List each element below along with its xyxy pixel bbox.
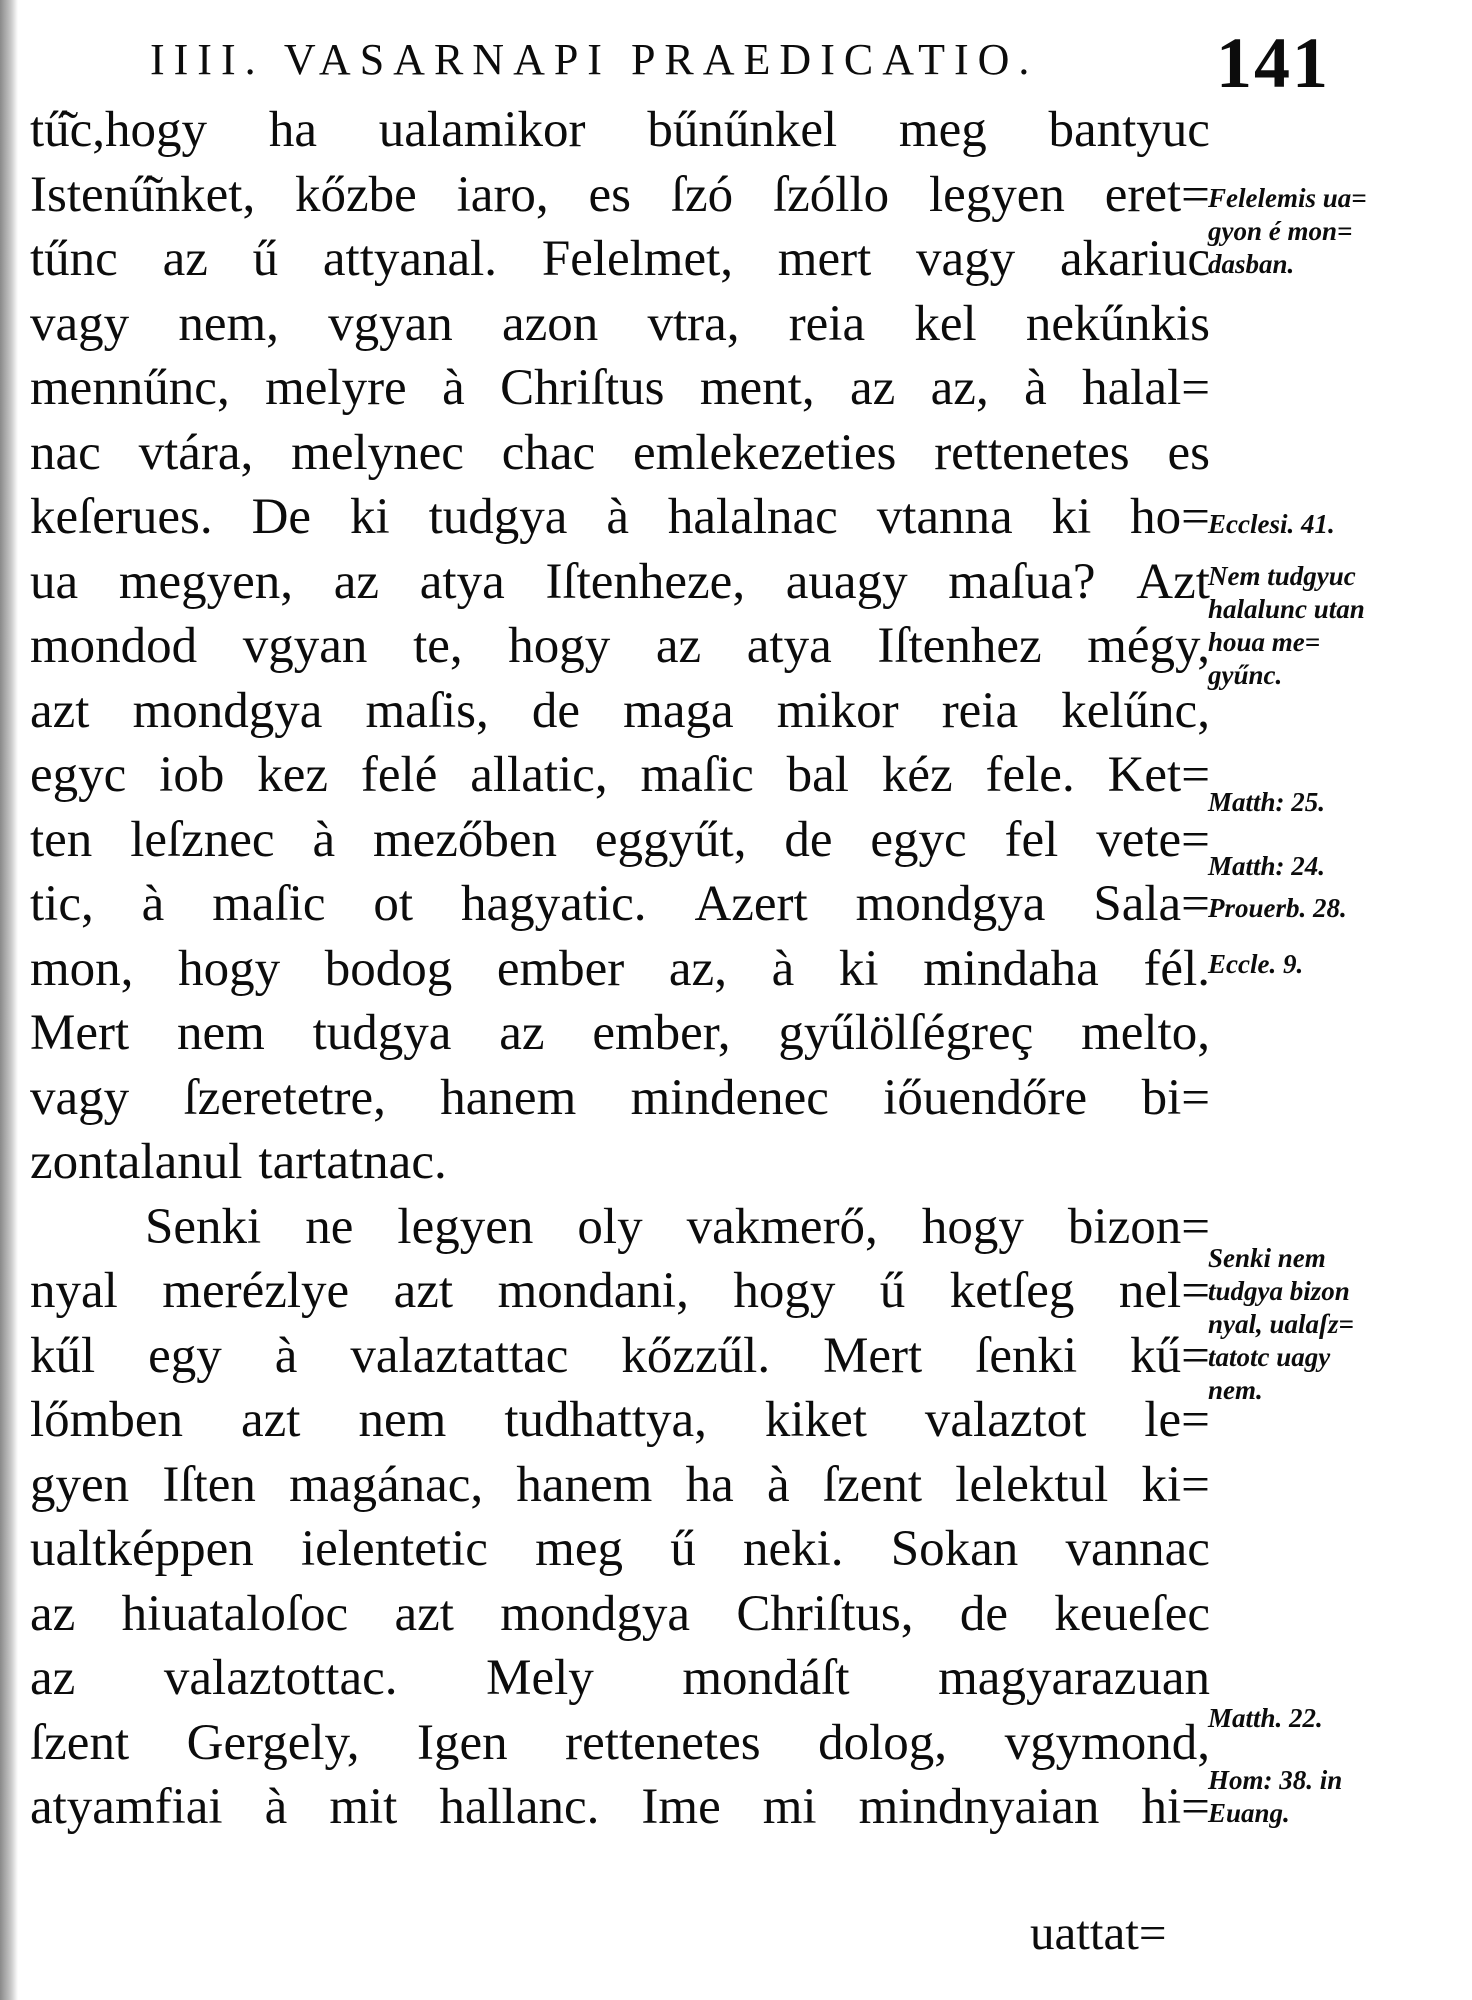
word: dolog, — [818, 1714, 948, 1771]
word: mondgya — [500, 1585, 691, 1642]
word: vagy — [30, 295, 130, 352]
scan-edge-shadow — [0, 0, 18, 2000]
word: merézlye — [162, 1263, 350, 1319]
text-line — [30, 1646, 1210, 1711]
word: halalnac — [667, 489, 838, 545]
word: egy — [148, 1327, 222, 1384]
word: ment, — [699, 360, 815, 416]
word: bűnűnkel — [647, 102, 838, 158]
word: akariuc — [1059, 231, 1210, 287]
word: Felelmet, — [541, 231, 734, 287]
word: de — [784, 811, 833, 868]
word: iaro, — [456, 166, 549, 223]
margin-note-line: Nem tudgyuc — [1208, 561, 1356, 591]
word: atyamfiai — [30, 1779, 223, 1835]
word: valaztottac. — [163, 1650, 398, 1706]
margin-note — [1208, 850, 1325, 883]
main-text-block — [30, 98, 1210, 1840]
word: Gergely, — [186, 1714, 360, 1771]
margin-note-line: nem. — [1208, 1375, 1263, 1405]
catchword: uattat= — [1030, 1905, 1167, 1960]
running-head: IIII. VASARNAPI PRAEDICATIO. — [150, 35, 1039, 84]
word: à — [264, 1779, 288, 1835]
margin-note-line: houa me= — [1208, 627, 1321, 657]
word: mert — [777, 231, 872, 287]
word: es — [588, 166, 631, 223]
word: rettenetes — [934, 424, 1130, 481]
text-line — [30, 1324, 1210, 1389]
word: emlekezeties — [633, 424, 897, 481]
word: hanem — [440, 1069, 577, 1126]
word: Azt — [1136, 553, 1210, 610]
margin-note-line: Ecclesi. 41. — [1208, 509, 1335, 539]
word: kiket — [764, 1392, 867, 1448]
word: à — [312, 811, 336, 868]
word: az — [162, 231, 208, 287]
word: ſenki — [975, 1327, 1078, 1384]
word: egyc — [30, 747, 127, 803]
margin-note — [1208, 892, 1347, 925]
word: kelűnc, — [1061, 682, 1210, 739]
margin-note-line: gyon é mon= — [1208, 216, 1353, 246]
word: hallanc. — [439, 1779, 600, 1835]
word: maſic — [212, 876, 326, 932]
word: vakmerő, — [686, 1198, 878, 1255]
word: mondgya — [855, 876, 1046, 932]
word: azt — [394, 1585, 454, 1642]
page-header — [150, 22, 1330, 102]
word: mégy, — [1087, 618, 1210, 674]
word: ſzent — [30, 1714, 130, 1771]
word: mindaha — [923, 940, 1099, 997]
word: allatic, — [470, 747, 608, 803]
word: nekűnkis — [1025, 295, 1210, 352]
margin-note-line: Matth: 25. — [1208, 787, 1326, 817]
word: mikor — [776, 682, 899, 739]
word: ki — [1051, 489, 1092, 545]
word: mondod — [30, 618, 198, 674]
word: ſzó — [670, 166, 734, 223]
word: maſic — [640, 747, 754, 803]
word: te, — [413, 618, 463, 674]
text-line — [30, 163, 1210, 228]
word: nem, — [178, 295, 279, 352]
word: ne — [305, 1198, 354, 1255]
word: azt — [30, 682, 90, 739]
word: az — [333, 553, 380, 610]
word: hogy — [178, 940, 281, 997]
word: ki — [838, 940, 879, 997]
word: atya — [746, 618, 832, 674]
word: hanem — [516, 1456, 653, 1513]
word: ketſeg — [949, 1263, 1075, 1319]
word: ki — [349, 489, 390, 545]
margin-note-line: Euang. — [1208, 1798, 1290, 1828]
word: Chriſtus, — [736, 1585, 914, 1642]
word: tűnc — [30, 231, 118, 287]
word: rettenetes — [565, 1714, 761, 1771]
word: magánac, — [289, 1456, 484, 1513]
word: vtanna — [876, 489, 1013, 545]
word: Iſtenheze, — [545, 553, 746, 610]
word: nem — [176, 1005, 265, 1061]
word: ho= — [1130, 489, 1210, 545]
word: reia — [941, 682, 1019, 739]
word: kűl — [30, 1327, 96, 1384]
text-line — [30, 1001, 1210, 1066]
word: bizon= — [1067, 1198, 1210, 1255]
word: vgyan — [328, 295, 453, 352]
word: ha — [268, 102, 317, 158]
word: mondani, — [497, 1263, 689, 1319]
word: hogy — [508, 618, 611, 674]
word: Sala= — [1093, 876, 1210, 932]
word: le= — [1144, 1392, 1210, 1448]
word: lelektul — [955, 1456, 1109, 1513]
margin-note — [1208, 560, 1365, 692]
word: iőuendőre — [883, 1069, 1088, 1126]
word: vtra, — [647, 295, 740, 352]
word: mezőben — [372, 811, 558, 868]
margin-note-line: Felelemis ua= — [1208, 183, 1367, 213]
word: vgymond, — [1004, 1714, 1210, 1771]
word: tic, — [30, 876, 94, 932]
word: vgyan — [242, 618, 368, 674]
word: mit — [329, 1779, 398, 1835]
margin-note-line: Prouerb. 28. — [1208, 893, 1347, 923]
word: vtára, — [138, 424, 254, 481]
word: ua — [30, 553, 79, 610]
word: ielentetic — [301, 1521, 488, 1577]
word: halal= — [1082, 360, 1210, 416]
word: bantyuc — [1048, 102, 1210, 158]
word: nel= — [1118, 1263, 1210, 1319]
word: ember, — [592, 1005, 731, 1061]
word: neki. — [742, 1521, 844, 1577]
word: Sokan — [890, 1521, 1019, 1577]
word: atya — [419, 553, 505, 610]
margin-note-line: Matth: 24. — [1208, 851, 1326, 881]
word: maga — [623, 682, 734, 739]
word: meg — [535, 1521, 623, 1577]
margin-note — [1208, 948, 1303, 981]
word: de — [959, 1585, 1008, 1642]
word: vagy — [30, 1069, 130, 1126]
word: auagy — [785, 553, 908, 610]
margin-note — [1208, 786, 1325, 819]
word: egyc — [870, 811, 967, 868]
word: megyen, — [118, 553, 294, 610]
word: Senki — [145, 1198, 262, 1255]
word: gyen — [30, 1456, 130, 1513]
word: hiuataloſoc — [121, 1585, 349, 1642]
word: ot — [373, 876, 414, 932]
word: mindenec — [630, 1069, 829, 1126]
word: ualtképpen — [30, 1521, 254, 1577]
text-line — [30, 1259, 1210, 1324]
word: maſua? — [948, 553, 1096, 610]
word: vannac — [1065, 1521, 1210, 1577]
word: tartatnac. — [258, 1134, 447, 1190]
word: ſzeretetre, — [183, 1069, 386, 1126]
word: vagy — [916, 231, 1016, 287]
word: valaztattac — [350, 1327, 569, 1384]
text-line — [30, 1517, 1210, 1582]
word: à — [274, 1327, 298, 1384]
word: oly — [577, 1198, 643, 1255]
word: az, — [668, 940, 727, 997]
word: mindnyaian — [858, 1779, 1100, 1835]
word: attyanal. — [322, 231, 498, 287]
word: tudgya — [428, 489, 568, 545]
word: nyal — [30, 1263, 118, 1319]
text-line — [30, 614, 1210, 679]
word: ſzent — [822, 1456, 923, 1513]
word: hagyatic. — [461, 876, 647, 932]
text-line — [30, 1582, 1210, 1647]
word: legyen — [397, 1198, 534, 1255]
margin-note-line: tatotc uagy — [1208, 1342, 1331, 1372]
word: ű — [670, 1521, 696, 1577]
margin-note-line: Hom: 38. in — [1208, 1765, 1343, 1795]
word: az — [30, 1650, 76, 1706]
word: keueſec — [1054, 1585, 1210, 1642]
margin-note-line: dasban. — [1208, 249, 1295, 279]
word: meg — [898, 102, 987, 158]
word: reia — [788, 295, 866, 352]
word: valaztot — [924, 1392, 1087, 1448]
word: ualamikor — [378, 102, 586, 158]
word: nem — [358, 1392, 447, 1448]
word: hi= — [1141, 1779, 1210, 1835]
text-line — [30, 1066, 1210, 1131]
word: chac — [501, 424, 596, 481]
word: nac — [30, 424, 101, 481]
margin-note — [1208, 508, 1335, 541]
text-line — [30, 1711, 1210, 1776]
word: az — [850, 360, 896, 416]
margin-note — [1208, 182, 1367, 281]
text-line — [30, 872, 1210, 937]
word: az, — [930, 360, 989, 416]
word: az — [499, 1005, 545, 1061]
word: es — [1167, 424, 1210, 481]
text-line — [30, 1775, 1210, 1840]
word: Iſtenhez — [877, 618, 1042, 674]
word: Iſten — [162, 1456, 256, 1513]
word: tű͂c,hogy — [30, 102, 208, 158]
text-line — [30, 808, 1210, 873]
word: Chriſtus — [500, 360, 665, 416]
margin-note — [1208, 1242, 1354, 1407]
word: à — [767, 1456, 790, 1513]
word: ten — [30, 811, 93, 868]
text-line — [30, 679, 1210, 744]
word: ember — [496, 940, 625, 997]
word: ű — [252, 231, 279, 287]
word: bodog — [324, 940, 453, 997]
word: vete= — [1096, 811, 1210, 868]
word: ſzóllo — [772, 166, 890, 223]
text-line — [30, 421, 1210, 486]
word: melyre — [265, 360, 407, 416]
text-line — [30, 550, 1210, 615]
word: leſznec — [130, 811, 275, 868]
text-line — [30, 937, 1210, 1002]
margin-note — [1208, 1702, 1323, 1735]
word: mondgya — [132, 682, 323, 739]
margin-note-line: nyal, ualaſz= — [1208, 1309, 1354, 1339]
word: eret= — [1104, 166, 1210, 223]
word: Mert — [823, 1327, 923, 1384]
text-line — [30, 1453, 1210, 1518]
word: legyen — [928, 166, 1065, 223]
word: kéz — [881, 747, 953, 803]
margin-note-line: Matth. 22. — [1208, 1703, 1323, 1733]
word: bal — [786, 747, 849, 803]
word: kel — [914, 295, 977, 352]
word: eggyűt, — [594, 811, 747, 868]
word: azon — [501, 295, 599, 352]
word: iob — [159, 747, 225, 803]
word: kőzzűl. — [621, 1327, 771, 1384]
word: à — [141, 876, 165, 932]
word: ha — [685, 1456, 734, 1513]
word: gyűlölſégreç — [778, 1005, 1034, 1061]
word: Ime — [641, 1779, 721, 1835]
word: fele. — [985, 747, 1075, 803]
word: de — [531, 682, 581, 739]
word: hogy — [733, 1263, 836, 1319]
margin-note-line: gyűnc. — [1208, 660, 1283, 690]
word: mon, — [30, 940, 134, 997]
word: kez — [257, 747, 329, 803]
word: ki= — [1141, 1456, 1210, 1513]
word: tudgya — [312, 1005, 452, 1061]
text-line — [30, 485, 1210, 550]
word: az — [30, 1585, 76, 1642]
margin-note — [1208, 1764, 1342, 1830]
word: fel — [1004, 811, 1059, 868]
word: mi — [762, 1779, 817, 1835]
word: Mely — [486, 1650, 594, 1706]
text-line — [30, 292, 1210, 357]
margin-note-line: tudgya bizon — [1208, 1276, 1350, 1306]
word: zontalanul — [30, 1134, 243, 1190]
word: azt — [393, 1263, 454, 1319]
word: azt — [241, 1392, 301, 1448]
word: hogy — [921, 1198, 1024, 1255]
word: De — [251, 489, 312, 545]
margin-note-line: Eccle. 9. — [1208, 949, 1304, 979]
word: à — [606, 489, 629, 545]
text-line — [30, 1195, 1210, 1260]
word: magyarazuan — [938, 1650, 1210, 1706]
margin-note-line: halalunc utan — [1208, 594, 1365, 624]
word: maſis, — [365, 682, 489, 739]
word: az — [655, 618, 702, 674]
word: à — [771, 940, 795, 997]
word: Igen — [417, 1714, 508, 1771]
word: Mert — [30, 1005, 130, 1061]
word: tudhattya, — [504, 1392, 707, 1448]
text-line — [30, 1388, 1210, 1453]
word: kű= — [1130, 1327, 1210, 1384]
word: ű — [879, 1263, 906, 1319]
word: kőzbe — [295, 166, 417, 223]
word: mondáſt — [682, 1650, 850, 1706]
word: melynec — [291, 424, 464, 481]
word: Ket= — [1107, 747, 1210, 803]
word: Istenű͂nket, — [30, 166, 256, 223]
word: keſerues. — [30, 489, 213, 545]
text-line — [30, 227, 1210, 292]
text-line — [30, 356, 1210, 421]
word: bi= — [1141, 1069, 1210, 1126]
word: à — [1024, 360, 1047, 416]
word: fél. — [1143, 940, 1210, 997]
page-number: 141 — [1216, 23, 1330, 103]
word: à — [442, 360, 465, 416]
word: felé — [360, 747, 438, 803]
word: lőmben — [30, 1392, 183, 1448]
word: melto, — [1081, 1005, 1210, 1061]
text-line — [30, 1130, 1210, 1195]
text-line — [30, 743, 1210, 808]
text-line — [30, 98, 1210, 163]
word: mennűnc, — [30, 360, 230, 416]
word: Azert — [694, 876, 808, 932]
margin-note-line: Senki nem — [1208, 1243, 1326, 1273]
